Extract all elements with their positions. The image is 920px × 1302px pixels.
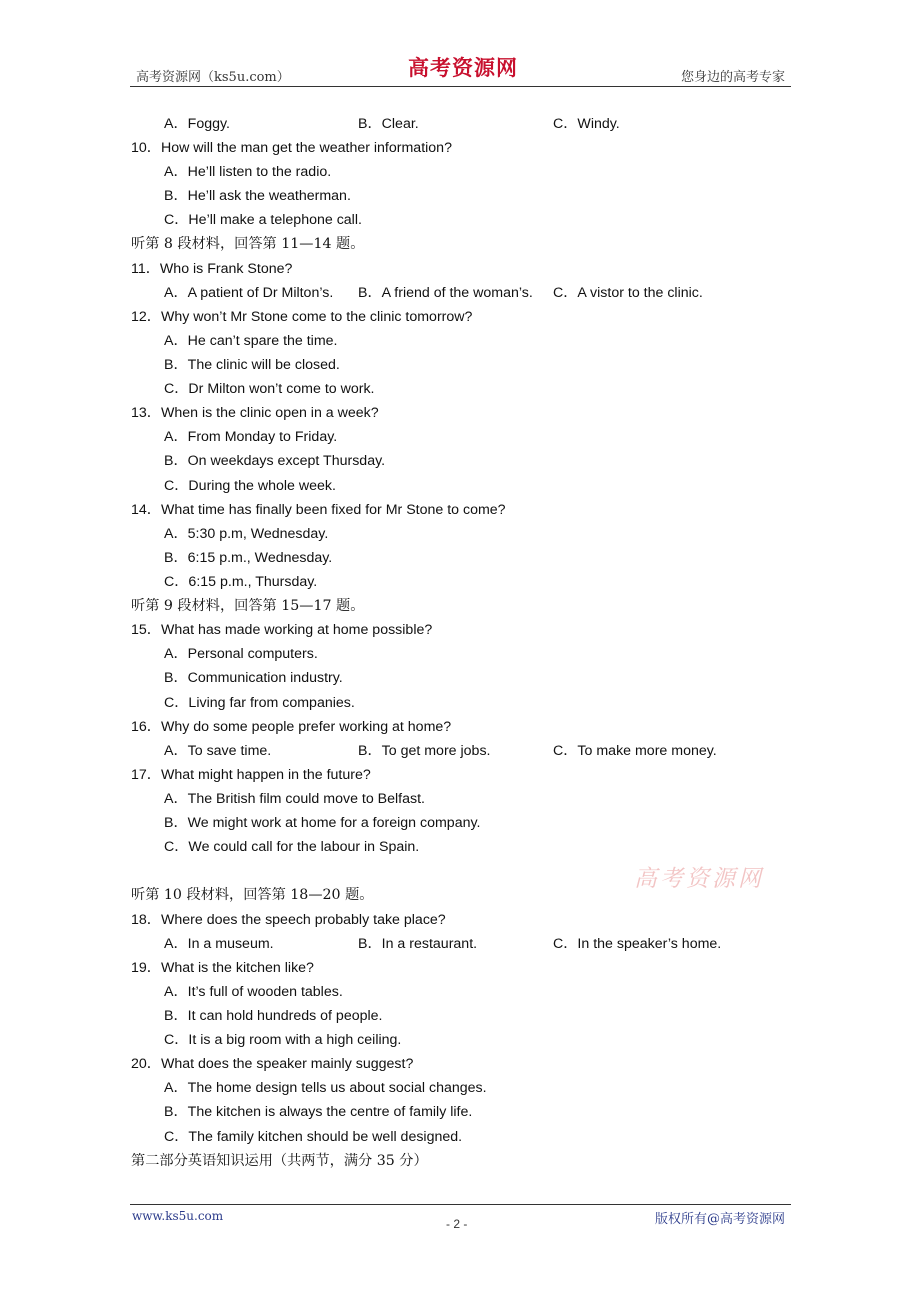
section-instruction-9: 听第 9 段材料，回答第 15—17 题。 <box>131 598 365 614</box>
q18-option-b: B．In a restaurant. <box>358 936 478 952</box>
q11-option-b: B．A friend of the woman’s. <box>358 285 533 301</box>
q9-option-c: C．Windy. <box>553 116 620 132</box>
footer-site-link[interactable]: www.ks5u.com <box>132 1209 224 1223</box>
header-site-name: 高考资源网（ks5u.com） <box>136 70 290 85</box>
q12-option-c: C．Dr Milton won’t come to work. <box>164 381 375 397</box>
q19-option-c: C．It is a big room with a high ceiling. <box>164 1032 402 1048</box>
page-footer <box>130 1204 791 1231</box>
q16-option-a: A．To save time. <box>164 743 272 759</box>
q18-option-a: A．In a museum. <box>164 936 274 952</box>
q15-option-b: B．Communication industry. <box>164 670 343 686</box>
section-instruction-8: 听第 8 段材料，回答第 11—14 题。 <box>131 236 365 252</box>
question-12: 12．Why won’t Mr Stone come to the clinic tomorrow? <box>131 309 473 325</box>
q20-option-a: A．The home design tells us about social changes. <box>164 1080 487 1096</box>
q18-option-c: C．In the speaker’s home. <box>553 936 722 952</box>
header-logo: 高考资源网 <box>408 55 518 80</box>
q11-option-a: A．A patient of Dr Milton’s. <box>164 285 334 301</box>
q10-option-b: B．He’ll ask the weatherman. <box>164 188 351 204</box>
q20-option-c: C．The family kitchen should be well designed. <box>164 1129 463 1145</box>
q11-option-c: C．A vistor to the clinic. <box>553 285 703 301</box>
watermark-logo: 高考资源网 <box>634 866 764 892</box>
q15-option-c: C．Living far from companies. <box>164 695 355 711</box>
question-14: 14．What time has finally been fixed for Mr Stone to come? <box>131 502 506 518</box>
q20-option-b: B．The kitchen is always the centre of family life. <box>164 1104 473 1120</box>
page-header <box>130 55 791 87</box>
q17-option-b: B．We might work at home for a foreign company. <box>164 815 481 831</box>
q14-option-c: C．6:15 p.m., Thursday. <box>164 574 318 590</box>
question-16: 16．Why do some people prefer working at home? <box>131 719 452 735</box>
question-10: 10．How will the man get the weather information? <box>131 140 452 156</box>
question-11: 11．Who is Frank Stone? <box>131 261 293 277</box>
question-18: 18．Where does the speech probably take place? <box>131 912 446 928</box>
q16-option-c: C．To make more money. <box>553 743 717 759</box>
part-two-heading: 第二部分英语知识运用（共两节，满分 35 分） <box>131 1153 428 1169</box>
q10-option-a: A．He’ll listen to the radio. <box>164 164 332 180</box>
q10-option-c: C．He’ll make a telephone call. <box>164 212 362 228</box>
question-13: 13．When is the clinic open in a week? <box>131 405 379 421</box>
q13-option-c: C．During the whole week. <box>164 478 336 494</box>
q15-option-a: A．Personal computers. <box>164 646 318 662</box>
q14-option-a: A．5:30 p.m, Wednesday. <box>164 526 329 542</box>
question-20: 20．What does the speaker mainly suggest? <box>131 1056 414 1072</box>
question-17: 17．What might happen in the future? <box>131 767 371 783</box>
question-15: 15．What has made working at home possible? <box>131 622 433 638</box>
page-number: - 2 - <box>446 1217 468 1231</box>
q14-option-b: B．6:15 p.m., Wednesday. <box>164 550 333 566</box>
q19-option-a: A．It’s full of wooden tables. <box>164 984 343 1000</box>
q17-option-c: C．We could call for the labour in Spain. <box>164 839 420 855</box>
q19-option-b: B．It can hold hundreds of people. <box>164 1008 383 1024</box>
q13-option-a: A．From Monday to Friday. <box>164 429 338 445</box>
header-slogan: 您身边的高考专家 <box>680 70 785 85</box>
q17-option-a: A．The British film could move to Belfast. <box>164 791 425 807</box>
footer-copyright: 版权所有@高考资源网 <box>654 1212 785 1227</box>
q16-option-b: B．To get more jobs. <box>358 743 491 759</box>
q13-option-b: B．On weekdays except Thursday. <box>164 453 386 469</box>
question-19: 19．What is the kitchen like? <box>131 960 314 976</box>
q12-option-b: B．The clinic will be closed. <box>164 357 340 373</box>
q9-option-b: B．Clear. <box>358 116 419 132</box>
q9-option-a: A．Foggy. <box>164 116 230 132</box>
q12-option-a: A．He can’t spare the time. <box>164 333 338 349</box>
section-instruction-10: 听第 10 段材料，回答第 18—20 题。 <box>131 887 374 903</box>
